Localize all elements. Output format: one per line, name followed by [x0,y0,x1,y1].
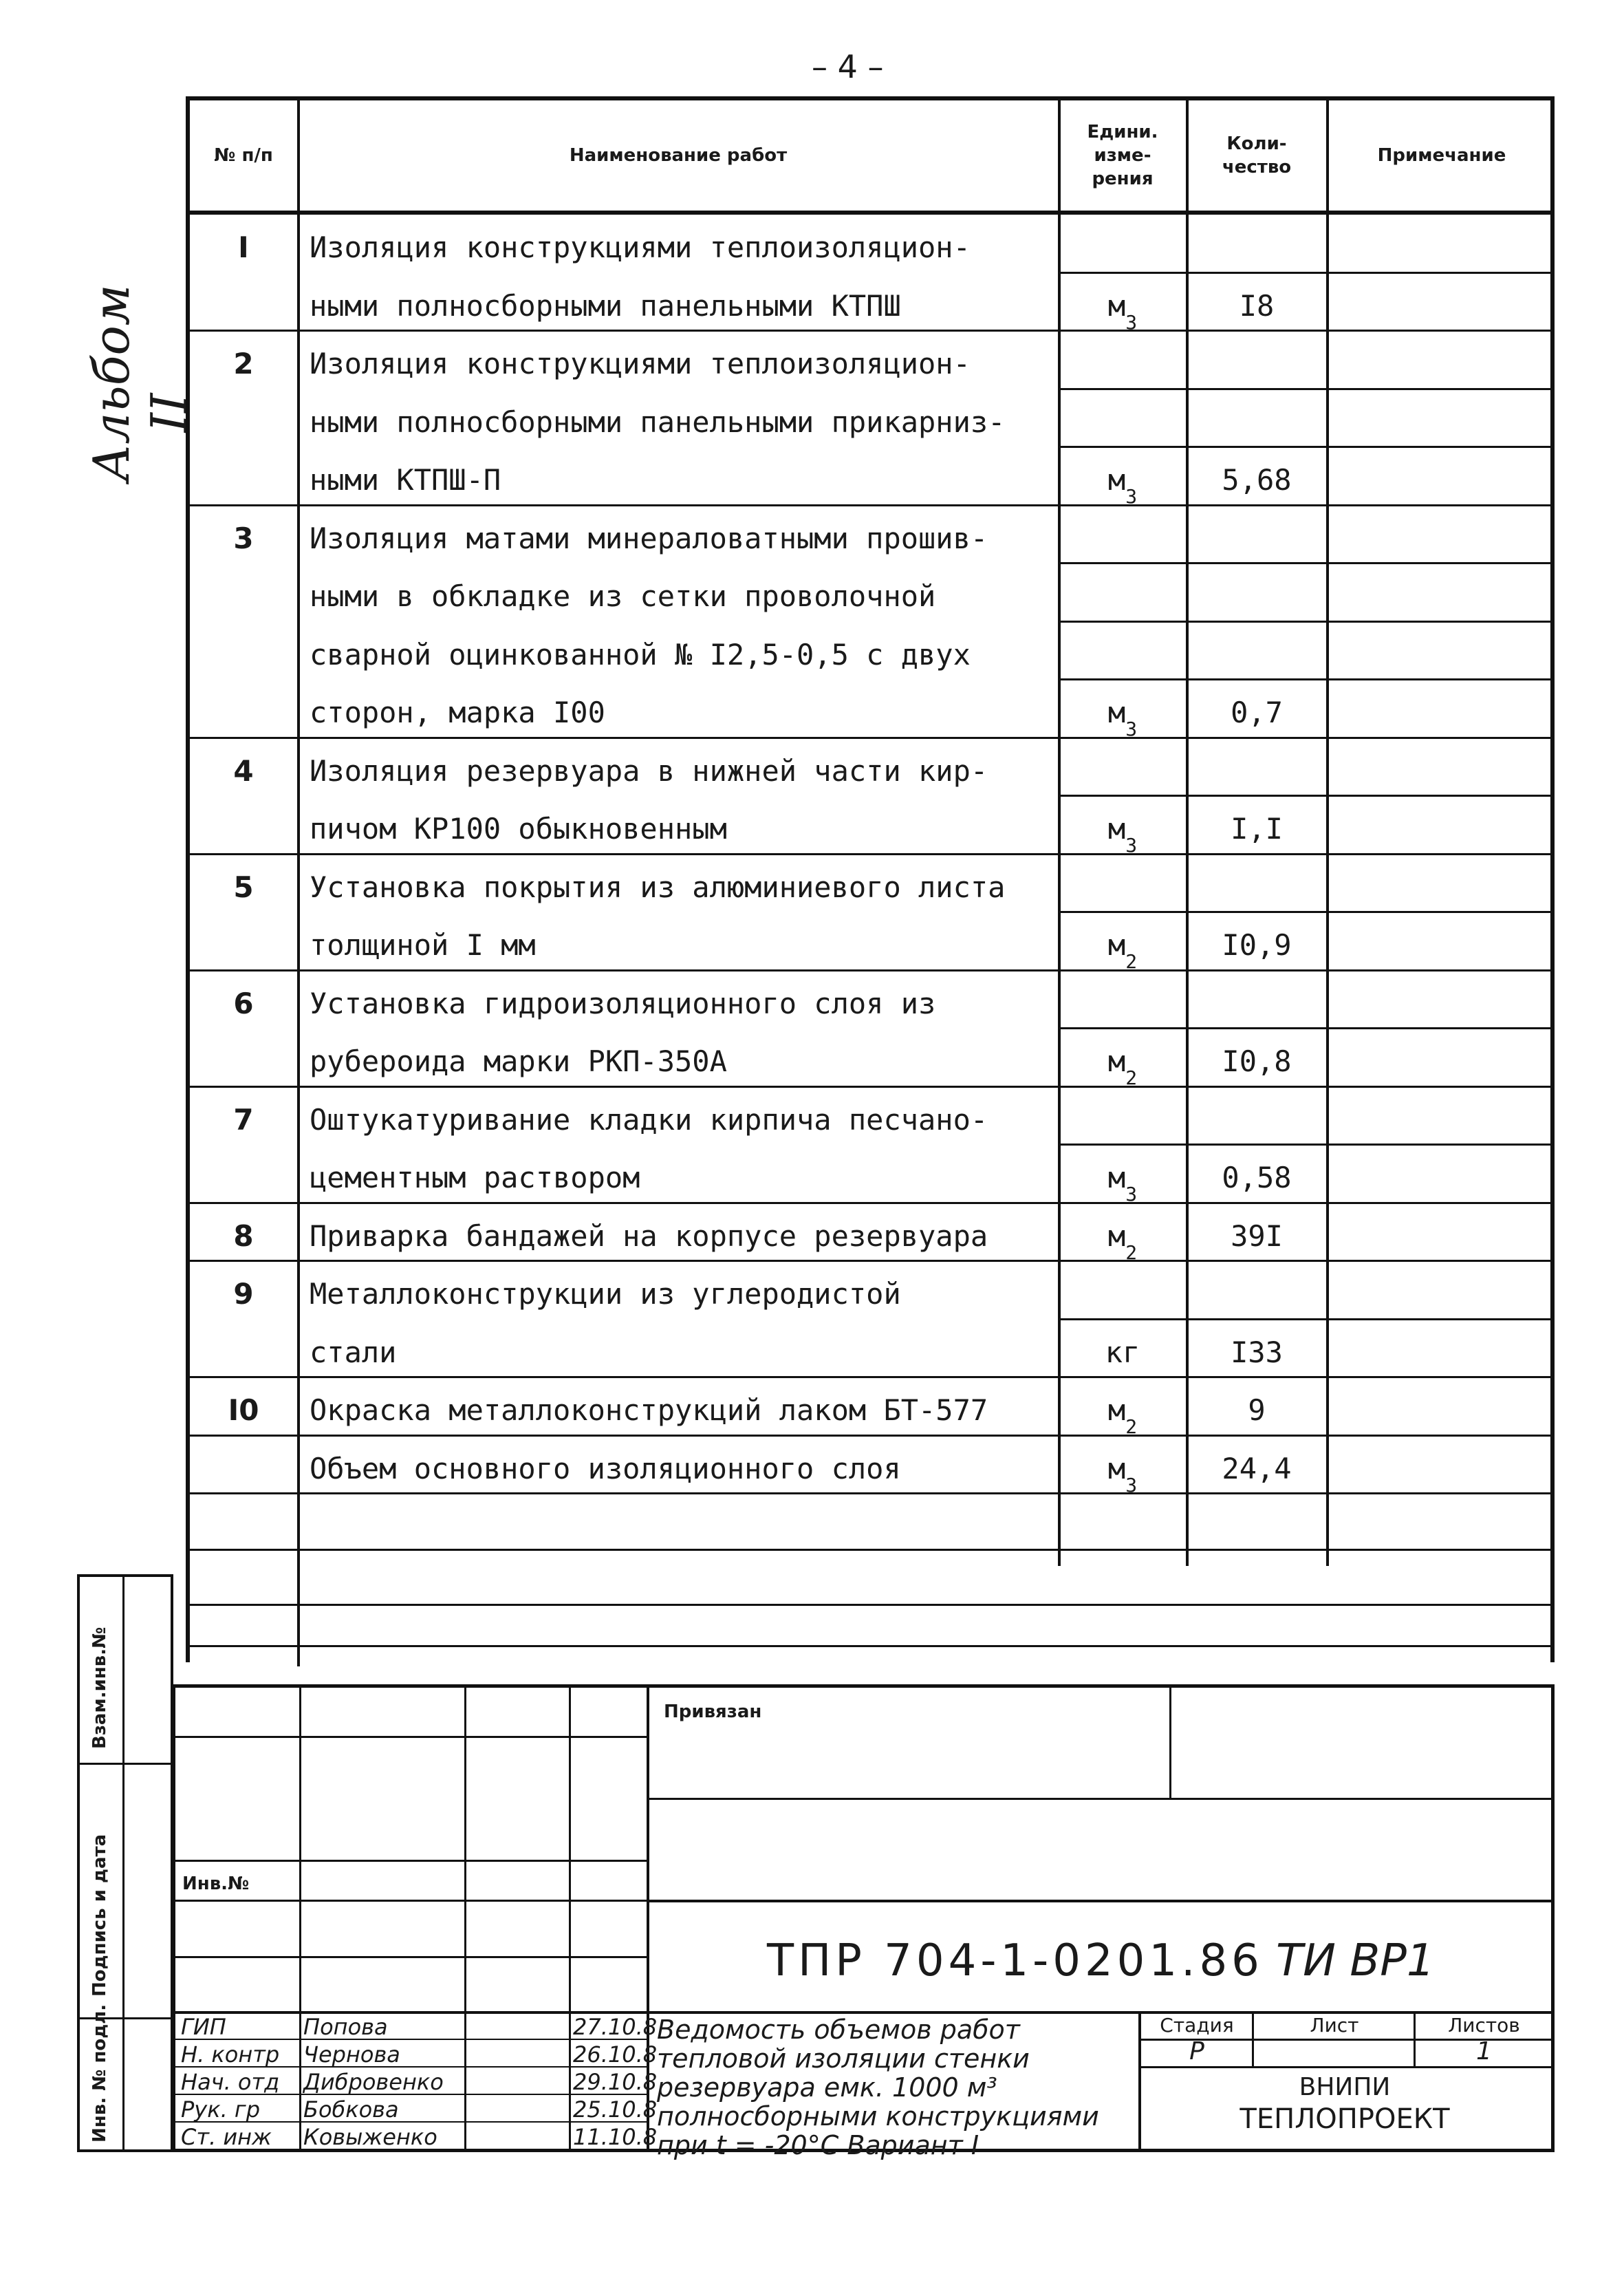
row-unit: м 3 [1107,1161,1138,1205]
stamp-podpis: Подпись и дата [89,1834,110,1997]
row-name: толщиной I мм [310,928,536,962]
signature-role: Рук. гр [181,2096,261,2123]
row-number [190,563,297,620]
row-quantity [1189,331,1325,387]
row-number: 3 [233,521,254,555]
header-name: Наименование работ [569,145,788,166]
row-name: цементным раствором [310,1161,640,1194]
signature-name: Бобкова [303,2096,399,2123]
row-number: 2 [233,347,254,380]
row-quantity: I0,9 [1222,928,1292,962]
row-unit: м 2 [1107,1393,1138,1438]
row-name: Приварка бандажей на корпусе резервуара [310,1218,988,1253]
inv-no-label: Инв.№ [182,1874,250,1894]
row-number [190,796,297,852]
row-number [190,1320,297,1376]
row-number [190,1029,297,1085]
row-quantity [1189,389,1325,446]
signature-name: Попова [303,2014,388,2040]
row-number: 5 [233,870,254,904]
row-unit [1061,506,1184,562]
row-quantity [1189,506,1325,562]
row-quantity: 0,58 [1222,1161,1292,1194]
works-table [186,96,1555,1662]
row-name: ными в обкладке из сетки проволочной [310,579,936,613]
signature-date: 26.10.8 [573,2041,658,2068]
row-number [190,1145,297,1201]
stage-label: Стадия [1160,2014,1234,2037]
signature-role: Нач. отд [181,2069,280,2095]
sheet-label: Лист [1310,2014,1359,2037]
row-number: 6 [233,986,254,1020]
row-unit: кг [1105,1335,1140,1369]
row-name: Изоляция матами минераловатными прошив- [310,521,988,555]
row-quantity: 39I [1231,1218,1283,1253]
row-unit: м 2 [1107,928,1138,973]
org-line-2: ТЕПЛОПРОЕКТ [1239,2103,1450,2135]
margin-stamp [77,1574,173,2152]
row-quantity [1189,563,1325,620]
signature-date: 25.10.8 [573,2096,658,2123]
sheets-value: 1 [1476,2037,1492,2065]
row-name: сварной оцинкованной № I2,5-0,5 с двух [310,637,971,672]
row-name: сторон, марка I00 [310,696,605,729]
header-unit: Едини. изме- рения [1087,122,1158,189]
row-unit [1061,389,1184,446]
row-unit [1061,563,1184,620]
header-num: № п/п [214,145,273,166]
signature-role: Ст. инж [181,2124,272,2150]
row-quantity: I8 [1239,288,1275,323]
row-name: Установка покрытия из алюминиевого листа [310,870,1006,904]
signature-date: 27.10.8 [573,2014,658,2040]
document-description: Ведомость объемов работ тепловой изоляции стенки резервуара емк. 1000 м³ полносборными конструкциями при t = -20°С Вариант I [657,2015,1099,2160]
row-name: ными полносборными панельными КТПШ [310,288,901,323]
signature-name: Чернова [303,2041,400,2068]
row-name: Оштукатуривание кладки кирпича песчано- [310,1102,988,1137]
row-quantity [1189,1261,1325,1318]
row-number: 7 [233,1102,254,1137]
row-name: Изоляция резервуара в нижней части кир- [310,753,988,788]
row-name: Установка гидроизоляционного слоя из [310,986,936,1020]
row-name: ными КТПШ-П [310,463,501,497]
page-number: – 4 – [812,48,884,85]
row-number [190,273,297,330]
row-number: I0 [228,1393,259,1427]
row-number: I [238,230,249,264]
row-number [190,389,297,446]
signature-role: Н. контр [181,2041,280,2068]
row-name: Изоляция конструкциями теплоизоляцион- [310,347,971,380]
row-number: 8 [233,1218,254,1253]
row-unit: м 3 [1107,1451,1138,1496]
header-note: Примечание [1377,145,1506,166]
album-label: Альбом II [83,284,198,482]
signature-role: ГИП [181,2014,226,2040]
row-unit [1061,855,1184,911]
row-number [190,912,297,969]
row-quantity [1189,855,1325,911]
row-unit [1061,1261,1184,1318]
stage-value: Р [1189,2037,1204,2065]
sheets-label: Листов [1448,2014,1520,2037]
row-unit [1061,738,1184,795]
row-unit [1061,331,1184,387]
row-name: пичом КР100 обыкновенным [310,812,727,846]
row-number: 4 [233,753,254,788]
signature-date: 11.10.8 [573,2124,658,2150]
row-unit [1061,971,1184,1027]
privyazan-label: Привязан [664,1701,762,1722]
org-line-1: ВНИПИ [1299,2073,1391,2101]
row-name: ными полносборными панельными прикарниз- [310,405,1006,439]
row-name: Объем основного изоляционного слоя [310,1451,901,1485]
row-unit [1061,215,1184,271]
row-quantity: 5,68 [1222,463,1292,497]
stamp-inv: Инв. № подл. [89,2004,110,2143]
row-quantity: I0,8 [1222,1044,1292,1078]
row-quantity: I33 [1231,1335,1283,1369]
row-number [190,680,297,736]
signature-name: Дибровенко [303,2069,444,2095]
row-name: Металлоконструкции из углеродистой [310,1277,901,1311]
row-quantity [1189,971,1325,1027]
row-number: 9 [233,1277,254,1311]
row-unit [1061,622,1184,678]
row-quantity: 0,7 [1231,696,1283,729]
document-code: ТПР 704-1-0201.86 [767,1935,1264,1986]
row-unit: м 3 [1107,288,1138,334]
row-name: стали [310,1335,397,1369]
row-quantity [1189,622,1325,678]
row-name: Изоляция конструкциями теплоизоляцион- [310,230,971,264]
row-quantity: 24,4 [1222,1451,1292,1485]
signature-name: Ковыженко [303,2124,437,2150]
row-quantity: 9 [1248,1393,1266,1427]
header-qty: Коли- чество [1222,133,1292,178]
row-unit: м 3 [1107,812,1138,857]
row-quantity [1189,1087,1325,1144]
row-quantity [1189,738,1325,795]
row-name: рубероида марки РКП-350А [310,1044,727,1078]
row-unit [1061,1087,1184,1144]
document-mark: ТИ ВР1 [1276,1935,1435,1986]
row-number [190,1436,297,1492]
row-unit: м 3 [1107,696,1138,740]
stamp-vzam: Взам.инв.№ [89,1627,110,1749]
row-quantity [1189,215,1325,271]
signature-date: 29.10.8 [573,2069,658,2095]
row-name: Окраска металлоконструкций лаком БТ-577 [310,1393,988,1427]
row-number [190,622,297,678]
row-quantity: I,I [1231,812,1283,846]
title-block [172,1684,1555,2160]
row-unit: м 2 [1107,1044,1138,1089]
row-unit: м 3 [1107,463,1138,508]
row-unit: м 2 [1107,1218,1138,1264]
row-number [190,447,297,504]
